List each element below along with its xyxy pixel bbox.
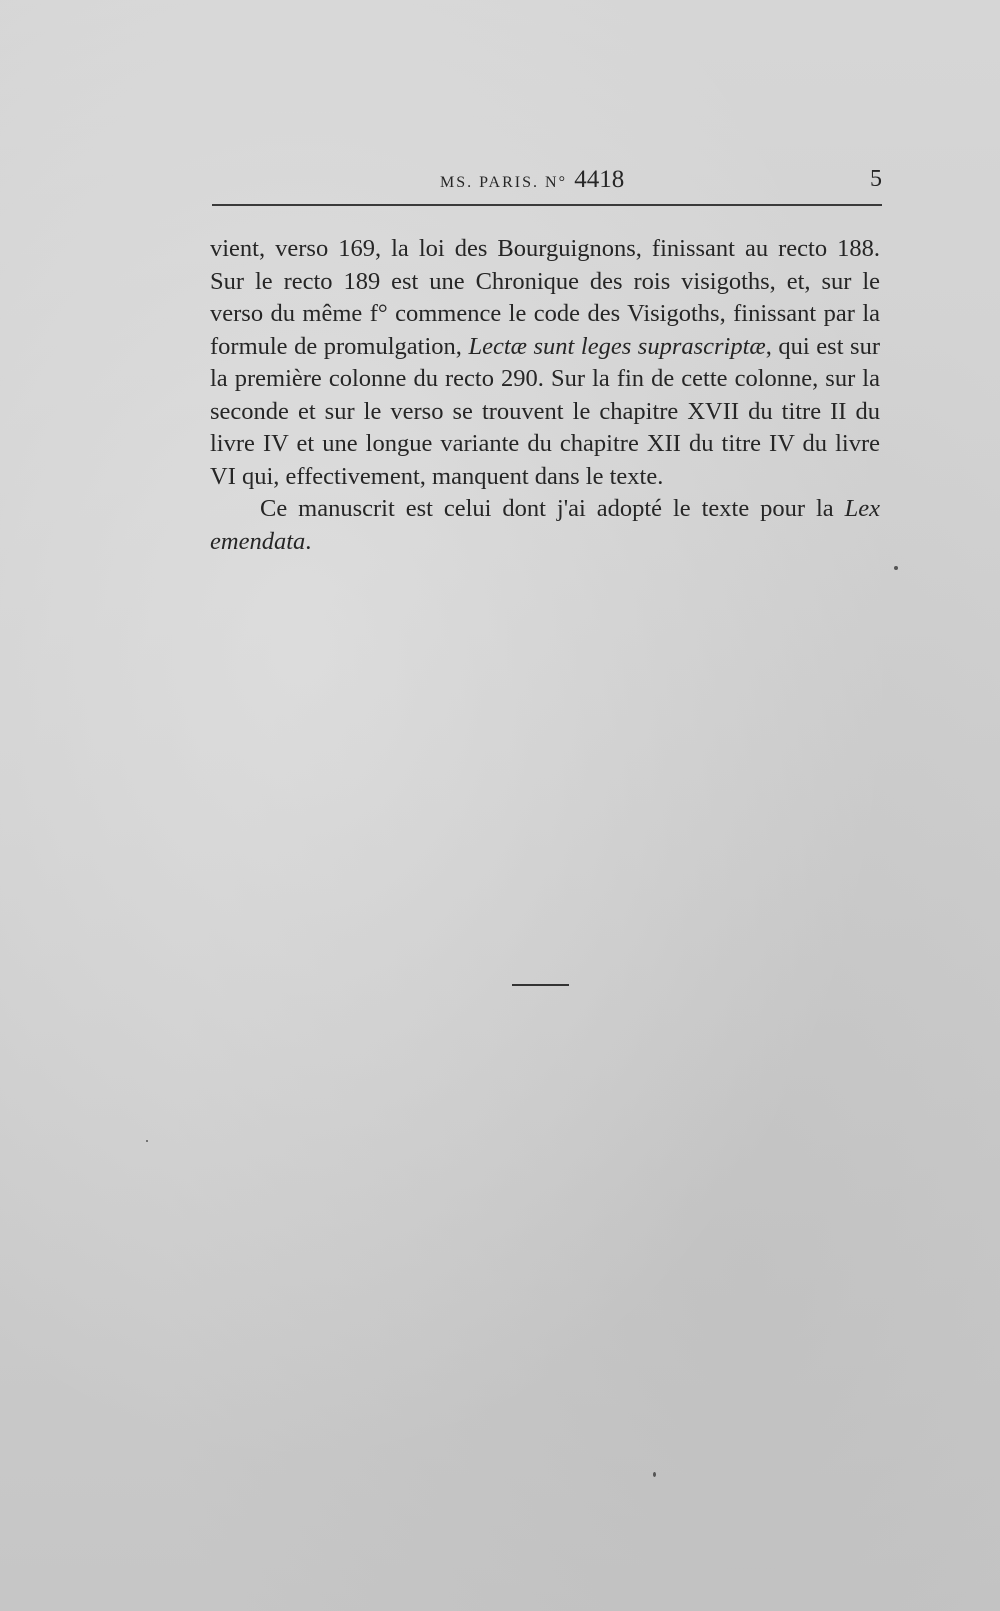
paragraph-1 [210, 233, 880, 493]
header-rule [212, 204, 882, 206]
paragraph-2-text-a: Ce manuscrit est celui dont j'ai adopté le texte pour la [260, 495, 845, 522]
end-rule [512, 984, 569, 986]
paragraph-1-text-a: vient, verso 169, la loi des Bourguignons, finissant au recto 188. Sur le recto 189 est une Chronique des rois visigoths, et, sur le verso du même f° commence le code des Visigoths, finissant par la formule de promulgation, [210, 235, 880, 360]
paper-speck [894, 566, 898, 570]
paragraph-2-italic: Lex emendata [210, 495, 880, 555]
paper-speck [653, 1472, 656, 1477]
running-title-number: 4418 [574, 166, 625, 193]
paragraph-1-italic: Lectæ sunt leges suprascriptæ [468, 332, 766, 360]
page-number: 5 [870, 166, 882, 192]
paragraph-2 [210, 493, 880, 558]
running-title-prefix: MS. PARIS. N° [440, 174, 567, 191]
paragraph-1-text-b: , qui est sur la première colonne du recto 290. Sur la fin de cette colonne, sur la seconde et sur le verso se trouvent le chapitre XVII du titre II du livre IV et une longue variante du chapitre XII du titre IV du livre VI qui, effectivement, manquent dans le texte. [210, 332, 880, 490]
paper-speck [146, 1140, 148, 1142]
paragraph-2-text-b: . [305, 527, 312, 555]
body-text [210, 233, 880, 558]
running-title [440, 166, 624, 194]
page-header [210, 166, 882, 196]
